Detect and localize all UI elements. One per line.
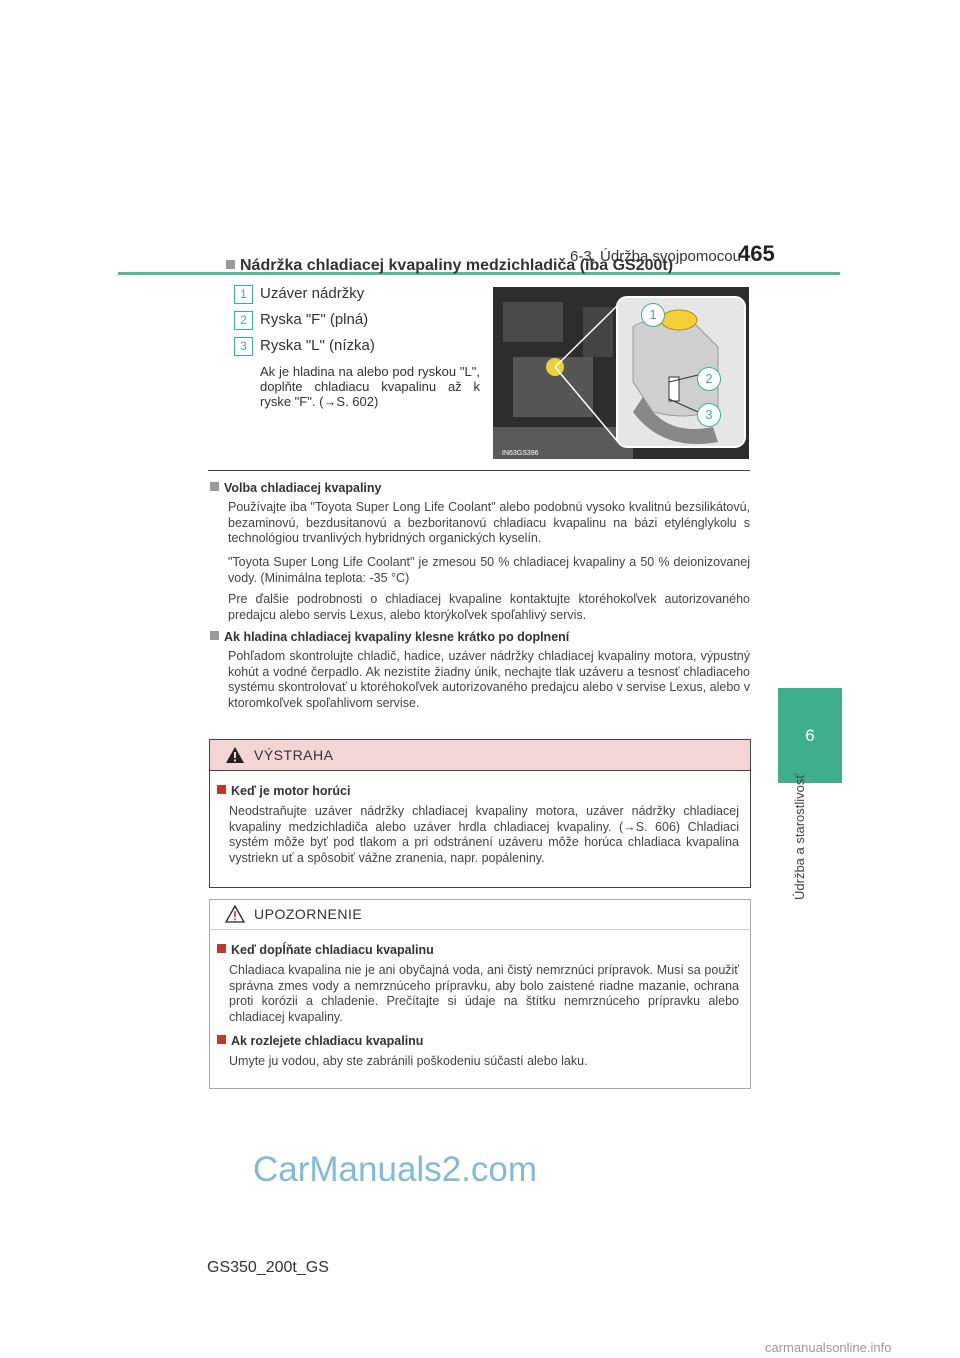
warning-text: Neodstraňujte uzáver nádržky chladiacej kvapaliny motora, uzáver nádržky chladiacej kvapaliny medzichladiča alebo uzáver hrdla chladiacej kvapaliny. (→S. 606) Chladiaci systém môže byť pod tlakom a pri odstránení uzáveru môže horúca chladiaca kvapalina vystriekn uť a spôsobiť vážne zranenia, napr. popáleniny. [229, 804, 739, 865]
footer-model-code: GS350_200t_GS [207, 1259, 329, 1276]
callout-number-1: 1 [234, 285, 253, 304]
note-text: Ak je hladina na alebo pod ryskou "L", doplňte chladiacu kvapalinu až k ryske "F". (→S. 602) [260, 364, 480, 409]
paragraph: Pohľadom skontrolujte chladič, hadice, uzáver nádržky chladiacej kvapaliny motora, výpustný kohút a vodné čerpadlo. Ak nezistíte žiadny únik, nechajte tlak uzáveru a tesnosť chladiaceho systému skontrolovať u ktoréhokoľvek autorizovaného predajcu alebo v servise Lexus, alebo v ktoromkoľvek spoľahlivom servise. [228, 649, 750, 710]
bullet-square-icon [217, 1035, 226, 1044]
subheading-coolant-choice [210, 481, 381, 495]
bullet-square-icon [217, 944, 226, 953]
warning-header [210, 740, 750, 771]
callout-number-3: 3 [234, 337, 253, 356]
callout-text-2: Ryska "F" (plná) [260, 311, 369, 328]
main-heading-text: Nádržka chladiacej kvapaliny medzichladiča (iba GS200t) [240, 257, 674, 274]
bullet-square-icon [217, 785, 226, 794]
bullet-square-icon [210, 482, 219, 491]
notice-text-2: Umyte ju vodou, aby ste zabránili poškodeniu súčastí alebo laku. [229, 1054, 588, 1068]
chapter-tab: 6 [778, 688, 842, 783]
notice-subheading-text: Keď dopĺňate chladiacu kvapalinu [231, 943, 434, 957]
callout-text-3: Ryska "L" (nízka) [260, 337, 375, 354]
page-number: 465 [738, 241, 775, 266]
bullet-square-icon [210, 631, 219, 640]
subheading-level-drop [210, 630, 569, 644]
subheading-text: Volba chladiacej kvapaliny [224, 481, 382, 495]
watermark-logo: CarManuals2.com [253, 1150, 537, 1189]
notice-subheading-1 [217, 943, 434, 957]
notice-title: UPOZORNENIE [254, 906, 363, 922]
paragraph: Pre ďalšie podrobnosti o chladiacej kvapaline kontaktujte ktoréhokoľvek autorizovaného predajcu alebo servis Lexus, alebo ktorýkoľvek spoľahlivý servis. [228, 592, 750, 622]
notice-subheading-2 [217, 1034, 423, 1048]
callout-text-1: Uzáver nádržky [260, 285, 365, 302]
engine-bay-photo [493, 287, 749, 459]
image-callout-3: 3 [697, 403, 721, 427]
notice-header [210, 900, 750, 930]
bullet-square-icon [226, 260, 235, 269]
warning-subheading-text: Keď je motor horúci [231, 784, 351, 798]
warning-box [209, 739, 751, 888]
paragraph: Používajte iba "Toyota Super Long Life Coolant" alebo podobnú vysoko kvalitnú bezsilikátovú, bezaminovú, bezdusitanovú a bezboritanovú chladiacu kvapalinu na bázi etylénglykolu s technológiou trvanlivých hybridných organických kyselín. [228, 500, 750, 545]
paragraph: "Toyota Super Long Life Coolant" je zmesou 50 % chladiacej kvapaliny a 50 % deionizovanej vody. (Minimálna teplota: -35 °C) [228, 555, 750, 585]
subheading-text: Ak hladina chladiacej kvapaliny klesne krátko po doplnení [224, 630, 570, 644]
chapter-label [790, 773, 810, 902]
section-title: 6-3. Údržba svojpomocou [570, 248, 741, 265]
image-callout-1: 1 [641, 303, 665, 327]
notice-box [209, 899, 751, 1089]
photo-code-label: IN63GS396 [502, 450, 539, 457]
warning-subheading [217, 784, 350, 798]
watermark-footer: carmanualsonline.info [765, 1340, 892, 1355]
warning-triangle-icon [225, 746, 245, 764]
image-callout-2: 2 [697, 367, 721, 391]
caution-triangle-icon [225, 905, 245, 923]
notice-subheading-text: Ak rozlejete chladiacu kvapalinu [231, 1034, 424, 1048]
warning-title: VÝSTRAHA [254, 747, 334, 763]
chapter-label-text: Údržba a starostlivosť [792, 773, 807, 900]
callout-number-2: 2 [234, 311, 253, 330]
section-divider [208, 470, 750, 471]
main-heading [226, 257, 673, 275]
notice-text-1: Chladiaca kvapalina nie je ani obyčajná voda, ani čistý nemrznúci prípravok. Musí sa použiť správna zmes vody a nemrznúceho prípravku, aby bolo zaistené riadne mazanie, ochrana proti korózii a chladenie. Prečítajte si údaje na štítku nemrznúceho prípravku alebo chladiacej kvapaliny. [229, 963, 739, 1024]
